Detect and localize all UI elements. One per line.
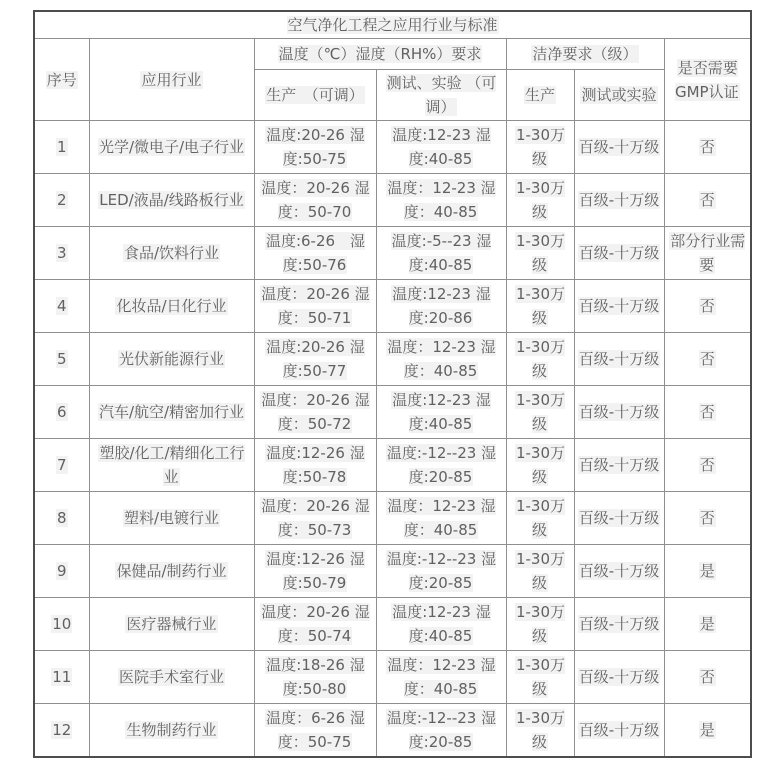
gmp-cell bbox=[664, 439, 751, 492]
table-row bbox=[34, 121, 751, 174]
clean-production-cell bbox=[506, 386, 574, 439]
row-number: 4 bbox=[56, 297, 67, 315]
header-test-adjustable bbox=[376, 70, 506, 121]
industry-text: 汽车/航空/精密加行业 bbox=[98, 403, 245, 421]
clean-test-cell bbox=[574, 174, 664, 227]
row-number: 1 bbox=[56, 138, 67, 156]
header-gmp-label: 是否需要GMP认证 bbox=[674, 58, 739, 101]
production-temp-humidity-text: 温度：20-26 湿度：50-72 bbox=[261, 391, 370, 433]
clean-test-text: 百级-十万级 bbox=[578, 138, 660, 156]
clean-test-cell bbox=[574, 280, 664, 333]
test-temp-humidity-text: 温度:12-23 湿度:40-85 bbox=[392, 126, 491, 168]
gmp-cell bbox=[664, 598, 751, 651]
test-temp-humidity-cell bbox=[376, 280, 506, 333]
industry-cell bbox=[89, 492, 254, 545]
gmp-text: 否 bbox=[699, 138, 715, 156]
gmp-cell bbox=[664, 121, 751, 174]
gmp-text: 部分行业需要 bbox=[670, 232, 746, 274]
row-number: 7 bbox=[56, 456, 67, 474]
clean-test-cell bbox=[574, 227, 664, 280]
row-number-cell bbox=[34, 121, 89, 174]
row-number: 2 bbox=[56, 191, 67, 209]
test-temp-humidity-cell bbox=[376, 492, 506, 545]
clean-production-cell bbox=[506, 333, 574, 386]
clean-test-text: 百级-十万级 bbox=[578, 562, 660, 580]
row-number: 6 bbox=[56, 403, 67, 421]
production-temp-humidity-text: 温度：20-26 湿度：50-74 bbox=[261, 603, 370, 645]
production-temp-humidity-text: 温度:20-26 湿度:50-75 bbox=[266, 126, 365, 168]
clean-test-text: 百级-十万级 bbox=[578, 350, 660, 368]
production-temp-humidity-text: 温度：20-26 湿度：50-71 bbox=[261, 285, 370, 327]
production-temp-humidity-cell bbox=[254, 439, 376, 492]
industry-text: 光伏新能源行业 bbox=[118, 350, 224, 368]
industry-text: 医疗器械行业 bbox=[126, 615, 217, 633]
industry-cell bbox=[89, 651, 254, 704]
header-gmp bbox=[664, 39, 751, 121]
row-number: 8 bbox=[56, 509, 67, 527]
header-production-adjustable-label: 生产 （可调） bbox=[266, 86, 364, 104]
header-test-adjustable-label: 测试、实验 （可调） bbox=[386, 74, 497, 116]
test-temp-humidity-cell bbox=[376, 174, 506, 227]
row-number: 11 bbox=[52, 668, 72, 686]
test-temp-humidity-text: 温度：12-23 湿度：40-85 bbox=[387, 497, 496, 539]
clean-production-cell bbox=[506, 121, 574, 174]
table-row bbox=[34, 333, 751, 386]
clean-test-cell bbox=[574, 333, 664, 386]
gmp-cell bbox=[664, 545, 751, 598]
clean-test-text: 百级-十万级 bbox=[578, 668, 660, 686]
industry-text: 保健品/制药行业 bbox=[116, 562, 227, 580]
gmp-text: 否 bbox=[699, 668, 715, 686]
clean-production-cell bbox=[506, 598, 574, 651]
header-industry-label: 应用行业 bbox=[141, 70, 202, 89]
clean-production-text: 1-30万级 bbox=[515, 550, 566, 592]
gmp-text: 是 bbox=[699, 615, 715, 633]
table-row bbox=[34, 545, 751, 598]
test-temp-humidity-text: 温度：12-23 湿度：40-85 bbox=[387, 338, 496, 380]
production-temp-humidity-cell bbox=[254, 174, 376, 227]
industry-cell bbox=[89, 598, 254, 651]
clean-test-text: 百级-十万级 bbox=[578, 191, 660, 209]
clean-production-text: 1-30万级 bbox=[515, 232, 566, 274]
clean-production-text: 1-30万级 bbox=[515, 179, 566, 221]
production-temp-humidity-text: 温度：6-26 湿度：50-75 bbox=[266, 709, 365, 751]
gmp-text: 否 bbox=[699, 350, 715, 368]
test-temp-humidity-text: 温度:12-23 湿度:20-86 bbox=[392, 285, 491, 327]
production-temp-humidity-text: 温度：20-26 湿度：50-70 bbox=[261, 179, 370, 221]
industry-cell bbox=[89, 704, 254, 758]
production-temp-humidity-cell bbox=[254, 651, 376, 704]
table-title: 空气净化工程之应用行业与标准 bbox=[287, 16, 498, 34]
clean-test-cell bbox=[574, 386, 664, 439]
test-temp-humidity-text: 温度：12-23 湿度：40-85 bbox=[387, 179, 496, 221]
industry-cell bbox=[89, 439, 254, 492]
clean-test-text: 百级-十万级 bbox=[578, 403, 660, 421]
test-temp-humidity-text: 温度:-5--23 湿度:40-85 bbox=[391, 232, 492, 274]
table-row bbox=[34, 386, 751, 439]
clean-test-cell bbox=[574, 439, 664, 492]
production-temp-humidity-text: 温度:12-26 湿度:50-78 bbox=[266, 444, 365, 486]
production-temp-humidity-text: 温度:18-26 湿度:50-80 bbox=[266, 656, 365, 698]
header-clean-production-label: 生产 bbox=[524, 86, 555, 104]
clean-production-cell bbox=[506, 704, 574, 758]
production-temp-humidity-cell bbox=[254, 545, 376, 598]
test-temp-humidity-cell bbox=[376, 704, 506, 758]
table-row bbox=[34, 439, 751, 492]
industry-cell bbox=[89, 386, 254, 439]
row-number-cell bbox=[34, 280, 89, 333]
clean-production-cell bbox=[506, 280, 574, 333]
test-temp-humidity-cell bbox=[376, 545, 506, 598]
header-clean-group bbox=[506, 39, 664, 70]
industry-cell bbox=[89, 174, 254, 227]
row-number-cell bbox=[34, 333, 89, 386]
gmp-text: 否 bbox=[699, 509, 715, 527]
table-row bbox=[34, 280, 751, 333]
header-index bbox=[34, 39, 89, 121]
clean-test-text: 百级-十万级 bbox=[578, 244, 660, 262]
test-temp-humidity-cell bbox=[376, 227, 506, 280]
test-temp-humidity-cell bbox=[376, 386, 506, 439]
row-number-cell bbox=[34, 386, 89, 439]
table-row bbox=[34, 227, 751, 280]
industry-text: 食品/饮料行业 bbox=[123, 244, 220, 262]
row-number: 10 bbox=[52, 615, 72, 633]
test-temp-humidity-cell bbox=[376, 333, 506, 386]
clean-production-text: 1-30万级 bbox=[515, 656, 566, 698]
clean-production-text: 1-30万级 bbox=[515, 338, 566, 380]
clean-production-cell bbox=[506, 174, 574, 227]
row-number-cell bbox=[34, 227, 89, 280]
gmp-cell bbox=[664, 227, 751, 280]
gmp-cell bbox=[664, 174, 751, 227]
clean-production-text: 1-30万级 bbox=[515, 603, 566, 645]
header-industry bbox=[89, 39, 254, 121]
production-temp-humidity-text: 温度:20-26 湿度:50-77 bbox=[266, 338, 365, 380]
clean-test-cell bbox=[574, 492, 664, 545]
row-number: 9 bbox=[56, 562, 67, 580]
industry-text: 生物制药行业 bbox=[126, 721, 217, 739]
clean-production-cell bbox=[506, 545, 574, 598]
clean-test-text: 百级-十万级 bbox=[578, 297, 660, 315]
clean-test-cell bbox=[574, 598, 664, 651]
row-number: 12 bbox=[52, 721, 72, 739]
clean-test-cell bbox=[574, 651, 664, 704]
test-temp-humidity-text: 温度:-12--23 湿度:20-85 bbox=[386, 550, 497, 592]
industry-cell bbox=[89, 227, 254, 280]
gmp-text: 否 bbox=[699, 191, 715, 209]
clean-production-cell bbox=[506, 439, 574, 492]
gmp-text: 是 bbox=[699, 721, 715, 739]
test-temp-humidity-cell bbox=[376, 439, 506, 492]
clean-production-text: 1-30万级 bbox=[515, 444, 566, 486]
clean-production-cell bbox=[506, 651, 574, 704]
clean-test-text: 百级-十万级 bbox=[578, 509, 660, 527]
industry-text: 塑料/电镀行业 bbox=[123, 509, 220, 527]
table-title-cell bbox=[34, 11, 751, 39]
clean-test-cell bbox=[574, 545, 664, 598]
production-temp-humidity-cell bbox=[254, 333, 376, 386]
production-temp-humidity-cell bbox=[254, 492, 376, 545]
clean-test-text: 百级-十万级 bbox=[578, 721, 660, 739]
clean-test-text: 百级-十万级 bbox=[578, 456, 660, 474]
test-temp-humidity-cell bbox=[376, 121, 506, 174]
production-temp-humidity-text: 温度:6-26 湿度:50-76 bbox=[265, 232, 366, 274]
title-row bbox=[34, 11, 751, 39]
test-temp-humidity-text: 温度:-12--23 湿度:20-85 bbox=[386, 709, 497, 751]
air-purification-standards-table bbox=[33, 10, 752, 758]
production-temp-humidity-cell bbox=[254, 598, 376, 651]
industry-cell bbox=[89, 280, 254, 333]
industry-text: 医院手术室行业 bbox=[118, 668, 224, 686]
clean-production-cell bbox=[506, 492, 574, 545]
production-temp-humidity-cell bbox=[254, 704, 376, 758]
row-number-cell bbox=[34, 545, 89, 598]
header-clean-label: 洁净要求（级） bbox=[532, 45, 638, 63]
test-temp-humidity-text: 温度:12-23 湿度:40-85 bbox=[392, 391, 491, 433]
clean-test-text: 百级-十万级 bbox=[578, 615, 660, 633]
gmp-cell bbox=[664, 333, 751, 386]
industry-text: 塑胶/化工/精细化工行业 bbox=[99, 444, 245, 486]
row-number-cell bbox=[34, 651, 89, 704]
gmp-text: 否 bbox=[699, 403, 715, 421]
header-production-adjustable bbox=[254, 70, 376, 121]
test-temp-humidity-text: 温度:12-23 湿度:40-85 bbox=[392, 603, 491, 645]
header-clean-production bbox=[506, 70, 574, 121]
table-row bbox=[34, 651, 751, 704]
gmp-text: 否 bbox=[699, 456, 715, 474]
clean-production-text: 1-30万级 bbox=[515, 285, 566, 327]
row-number-cell bbox=[34, 439, 89, 492]
industry-cell bbox=[89, 333, 254, 386]
production-temp-humidity-cell bbox=[254, 386, 376, 439]
production-temp-humidity-cell bbox=[254, 280, 376, 333]
row-number: 5 bbox=[56, 350, 67, 368]
clean-production-cell bbox=[506, 227, 574, 280]
test-temp-humidity-text: 温度：12-23 湿度：40-85 bbox=[387, 656, 496, 698]
production-temp-humidity-text: 温度：20-26 湿度：50-73 bbox=[261, 497, 370, 539]
industry-text: 光学/微电子/电子行业 bbox=[98, 138, 245, 156]
header-temp-humidity-group bbox=[254, 39, 506, 70]
row-number-cell bbox=[34, 492, 89, 545]
clean-test-cell bbox=[574, 704, 664, 758]
production-temp-humidity-text: 温度:12-26 湿度:50-79 bbox=[266, 550, 365, 592]
industry-text: 化妆品/日化行业 bbox=[116, 297, 227, 315]
clean-production-text: 1-30万级 bbox=[515, 709, 566, 751]
row-number: 3 bbox=[56, 244, 67, 262]
gmp-cell bbox=[664, 492, 751, 545]
header-clean-test bbox=[574, 70, 664, 121]
table-row bbox=[34, 704, 751, 758]
gmp-cell bbox=[664, 704, 751, 758]
industry-cell bbox=[89, 545, 254, 598]
gmp-cell bbox=[664, 280, 751, 333]
clean-test-cell bbox=[574, 121, 664, 174]
test-temp-humidity-cell bbox=[376, 651, 506, 704]
production-temp-humidity-cell bbox=[254, 121, 376, 174]
clean-production-text: 1-30万级 bbox=[515, 391, 566, 433]
header-temp-humidity-label: 温度（℃）湿度（RH%）要求 bbox=[278, 45, 482, 63]
header-clean-test-label: 测试或实验 bbox=[581, 86, 657, 104]
production-temp-humidity-cell bbox=[254, 227, 376, 280]
gmp-text: 是 bbox=[699, 562, 715, 580]
gmp-cell bbox=[664, 651, 751, 704]
clean-production-text: 1-30万级 bbox=[515, 497, 566, 539]
header-index-label: 序号 bbox=[46, 70, 77, 89]
clean-production-text: 1-30万级 bbox=[515, 126, 566, 168]
industry-text: LED/液晶/线路板行业 bbox=[99, 191, 244, 209]
industry-cell bbox=[89, 121, 254, 174]
table-row bbox=[34, 492, 751, 545]
row-number-cell bbox=[34, 598, 89, 651]
table-row bbox=[34, 174, 751, 227]
row-number-cell bbox=[34, 704, 89, 758]
row-number-cell bbox=[34, 174, 89, 227]
table-row bbox=[34, 598, 751, 651]
test-temp-humidity-text: 温度:-12--23 湿度:20-85 bbox=[386, 444, 497, 486]
gmp-text: 否 bbox=[699, 297, 715, 315]
header-group-row bbox=[34, 39, 751, 70]
gmp-cell bbox=[664, 386, 751, 439]
test-temp-humidity-cell bbox=[376, 598, 506, 651]
